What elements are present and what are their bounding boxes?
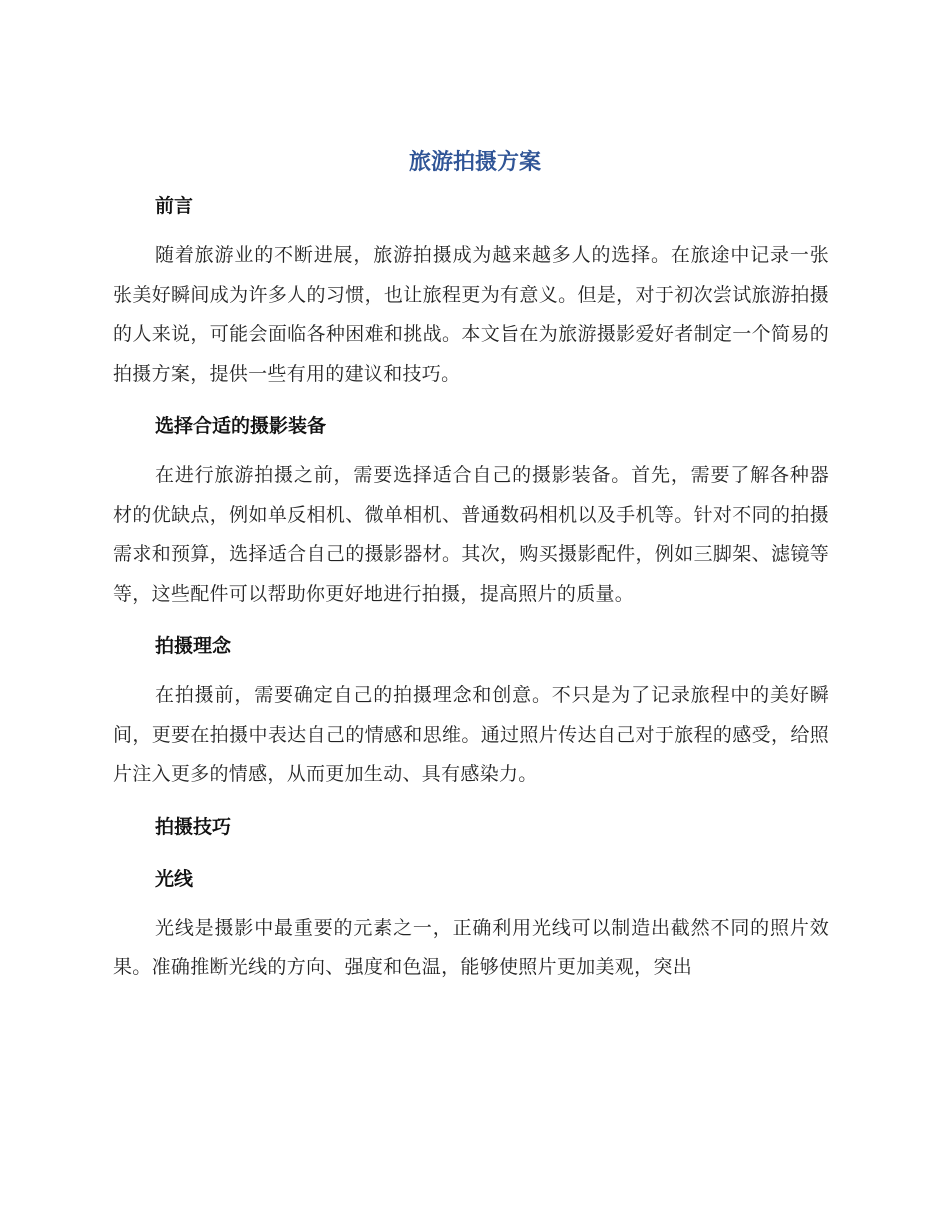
section-heading-equipment: 选择合适的摄影装备: [155, 415, 327, 437]
section-heading-concept: 拍摄理念: [155, 635, 232, 657]
section-paragraph-equipment: 在进行旅游拍摄之前，需要选择适合自己的摄影装备。首先，需要了解各种器材的优缺点，例如单反相机、微单相机、普通数码相机以及手机等。针对不同的拍摄需求和预算，选择适合自己的摄影器材。其次，购买摄影配件，例如三脚架、滤镜等等，这些配件可以帮助你更好地进行拍摄，提高照片的质量。: [113, 464, 829, 605]
section-paragraph-lighting: 光线是摄影中最重要的元素之一，正确利用光线可以制造出截然不同的照片效果。准确推断光线的方向、强度和色温，能够使照片更加美观，突出: [113, 916, 829, 978]
section-paragraph-concept: 在拍摄前，需要确定自己的拍摄理念和创意。不只是为了记录旅程中的美好瞬间，更要在拍摄中表达自己的情感和思维。通过照片传达自己对于旅程的感受，给照片注入更多的情感，从而更加生动、具有感染力。: [113, 684, 829, 785]
document-title: 旅游拍摄方案: [408, 150, 541, 175]
section-heading-lighting: 光线: [155, 867, 194, 890]
document-body: [113, 186, 829, 988]
section-paragraph-preface: 随着旅游业的不断进展，旅游拍摄成为越来越多人的选择。在旅途中记录一张张美好瞬间成为许多人的习惯，也让旅程更为有意义。但是，对于初次尝试旅游拍摄的人来说，可能会面临各种困难和挑战。本文旨在为旅游摄影爱好者制定一个简易的拍摄方案，提供一些有用的建议和技巧。: [113, 244, 829, 385]
section-heading-techniques: 拍摄技巧: [155, 815, 232, 838]
section-heading-preface: 前言: [155, 195, 194, 217]
